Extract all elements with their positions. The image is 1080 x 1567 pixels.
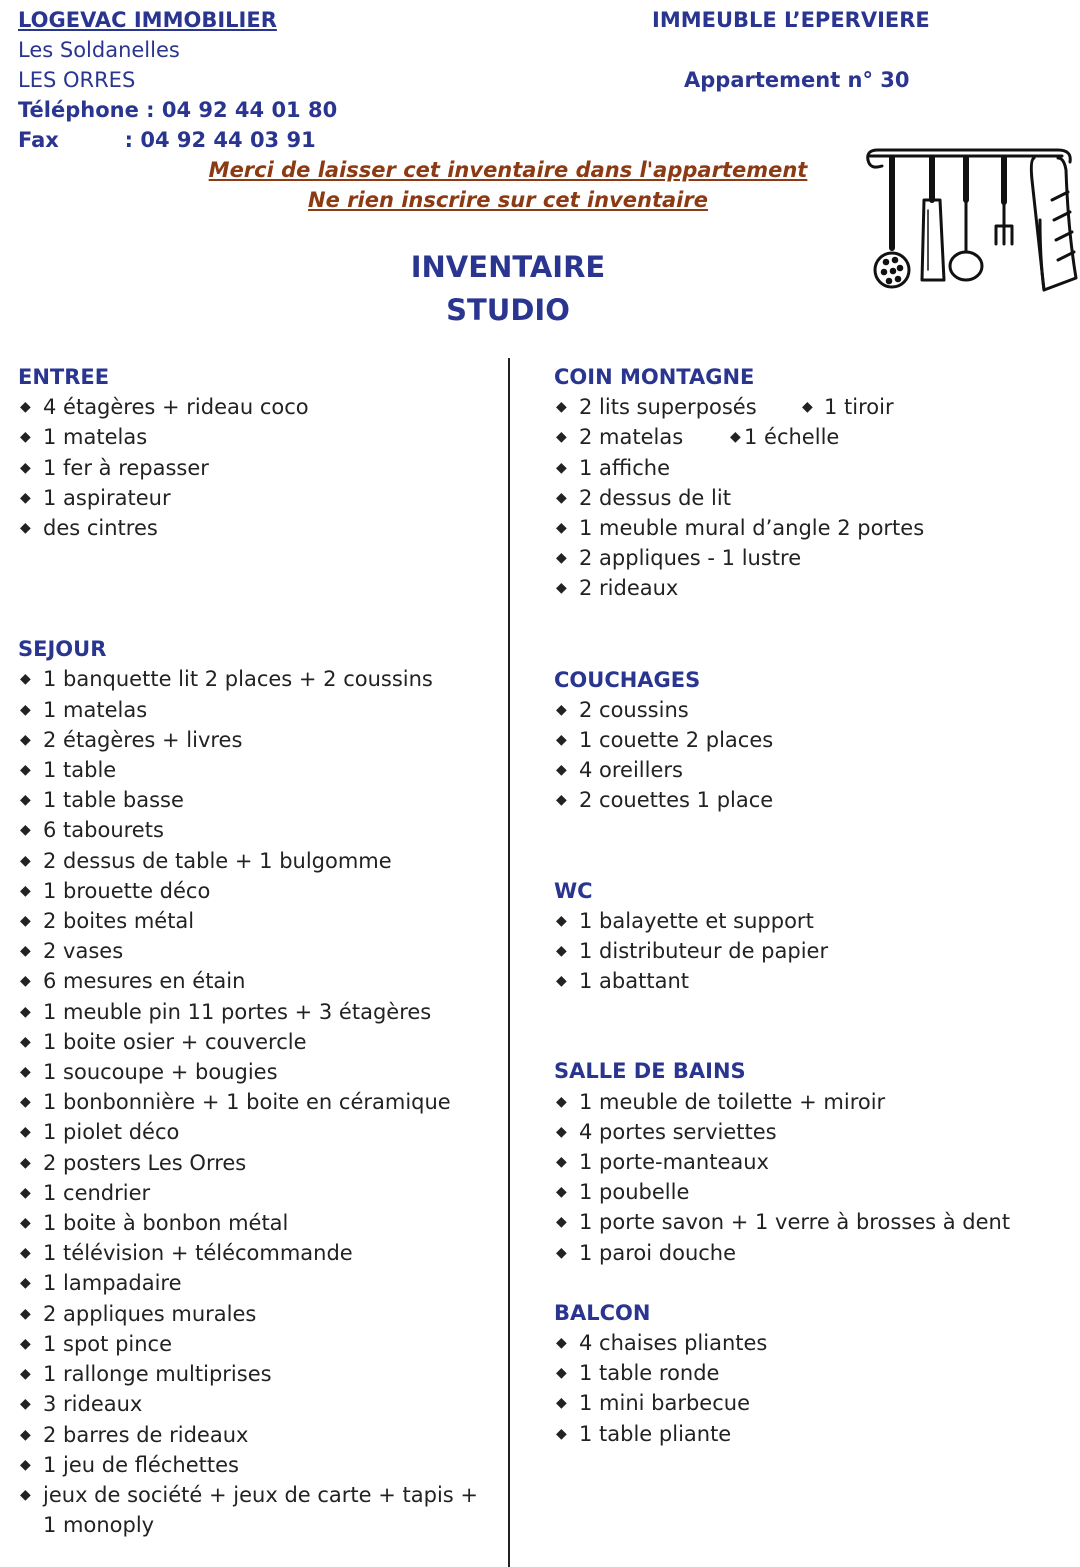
bullet-icon: ◆ [556,1093,567,1110]
list-salle-de-bains [554,1087,1064,1268]
list-item-text: 1 porte-manteaux [579,1150,769,1175]
bullet-icon: ◆ [20,762,31,779]
list-item-tiroir [800,392,894,422]
list-item [18,453,498,483]
list-item [18,1057,498,1087]
list-item [554,1117,1064,1147]
list-item-text: 2 dessus de table + 1 bulgomme [43,848,392,873]
list-item [18,1389,498,1419]
section-title-sejour: SEJOUR [18,637,107,662]
list-item [554,1147,1064,1177]
list-item-text: 1 table ronde [579,1361,720,1386]
list-item-text: 2 appliques - 1 lustre [579,546,802,571]
list-item-text: 2 rideaux [579,576,679,601]
bullet-icon: ◆ [20,1184,31,1201]
notice-keep-inventory: Merci de laisser cet inventaire dans l'appartement [208,158,808,182]
list-item [554,936,1064,966]
bullet-icon: ◆ [556,1154,567,1171]
list-item [18,785,498,815]
bullet-icon: ◆ [20,1094,31,1111]
list-item-text: 2 étagères + livres [43,727,243,752]
list-entree [18,392,498,543]
list-item [18,1178,498,1208]
list-item [554,1087,1064,1117]
section-title-salle-de-bains: SALLE DE BAINS [554,1059,746,1084]
list-item-text: 1 bonbonnière + 1 boite en céramique [43,1090,451,1115]
list-item [18,1148,498,1178]
list-item-text: 1 échelle [744,425,840,449]
list-item-text: 4 oreillers [579,758,683,783]
list-item [554,1419,1064,1449]
bullet-icon: ◆ [20,943,31,960]
town-name: LES ORRES [18,68,136,92]
list-item [18,1208,498,1238]
list-item-text: 1 porte savon + 1 verre à brosses à dent [579,1210,1011,1235]
section-salle-de-bains [554,1056,1064,1267]
list-item [18,1329,498,1359]
list-item [18,1117,498,1147]
list-item [554,725,1064,755]
bullet-icon: ◆ [20,1486,31,1503]
list-item-text: 1 poubelle [579,1180,690,1205]
section-title-couchages: COUCHAGES [554,667,701,692]
notice-do-not-write: Ne rien inscrire sur cet inventaire [308,188,708,212]
list-item [18,513,498,543]
list-item [18,1268,498,1298]
bullet-icon: ◆ [20,852,31,869]
bullet-icon: ◆ [556,1425,567,1442]
list-item [18,392,498,422]
list-item-text: 1 distributeur de papier [579,939,829,964]
bullet-icon: ◆ [20,973,31,990]
list-item-text: 1 banquette lit 2 places + 2 coussins [43,667,433,692]
list-item [18,1359,498,1389]
list-item [554,453,1064,483]
bullet-icon: ◆ [556,1244,567,1261]
list-item-text: 6 tabourets [43,818,164,843]
list-item [554,966,1064,996]
list-item-text: 4 chaises pliantes [579,1331,768,1356]
list-item-text: 1 couette 2 places [579,728,774,753]
list-item-text: 1 fer à repasser [43,455,209,480]
list-item-text: 1 table [43,758,117,783]
list-item-text: 1 paroi douche [579,1240,737,1265]
bullet-icon: ◆ [556,732,567,749]
list-item [554,573,1064,603]
bullet-icon: ◆ [20,1033,31,1050]
bullet-icon: ◆ [20,1124,31,1141]
list-item-text: 1 tiroir [824,395,894,419]
bullet-icon: ◆ [556,429,567,446]
list-item-text: 2 appliques murales [43,1301,257,1326]
list-item [18,846,498,876]
list-item [18,966,498,996]
list-item-text: 1 table pliante [579,1421,732,1446]
bullet-icon: ◆ [20,671,31,688]
list-item [554,695,1064,725]
bullet-icon: ◆ [556,762,567,779]
list-item-text: 6 mesures en étain [43,969,246,994]
list-item [554,1358,1064,1388]
section-sejour [18,634,498,1540]
residence-name: Les Soldanelles [18,38,180,62]
section-title-coin-montagne: COIN MONTAGNE [554,365,755,389]
list-item [18,1450,498,1480]
bullet-icon: ◆ [556,550,567,567]
bullet-icon: ◆ [730,429,741,445]
list-item-text: 3 rideaux [43,1392,143,1417]
list-item-text: 2 vases [43,939,124,964]
bullet-icon: ◆ [20,1396,31,1413]
list-item-text: des cintres [43,516,158,541]
list-item-text: 1 abattant [579,969,689,994]
bullet-icon: ◆ [556,520,567,537]
bullet-icon: ◆ [20,520,31,537]
list-item-text: 2 posters Les Orres [43,1150,247,1175]
list-item [18,815,498,845]
list-couchages [554,695,1064,816]
list-item-text: 1 piolet déco [43,1120,180,1145]
bullet-icon: ◆ [556,1123,567,1140]
list-sejour [18,664,498,1540]
list-item-text: 1 meuble pin 11 portes + 3 étagères [43,999,432,1024]
list-item-text: 4 étagères + rideau coco [43,395,309,420]
section-couchages [554,665,1064,816]
list-item [18,1299,498,1329]
list-item-text: 2 boites métal [43,909,195,934]
bullet-icon: ◆ [20,1335,31,1352]
list-item [18,664,498,694]
bullet-icon: ◆ [20,429,31,446]
bullet-icon: ◆ [20,1215,31,1232]
section-coin-montagne [554,362,1064,604]
left-column [18,362,498,1540]
list-item-text: 1 cendrier [43,1180,151,1205]
bullet-icon: ◆ [20,882,31,899]
list-item-text: 2 lits superposés [579,395,757,420]
list-item [18,1238,498,1268]
column-divider [508,358,510,1567]
bullet-icon: ◆ [20,792,31,809]
apartment-number: Appartement n° 30 [684,68,910,92]
list-item [554,1177,1064,1207]
bullet-icon: ◆ [556,701,567,718]
bullet-icon: ◆ [556,1335,567,1352]
section-balcon [554,1298,1064,1449]
section-title-entree: ENTREE [18,365,110,389]
list-balcon [554,1328,1064,1449]
list-item-text: 1 meuble de toilette + miroir [579,1089,886,1114]
list-item-text: jeux de société + jeux de carte + tapis + 1 monoply [43,1482,479,1538]
list-item [18,1420,498,1450]
section-title-balcon: BALCON [554,1300,651,1325]
page-subtitle: STUDIO [446,293,570,327]
list-item-text: 1 matelas [43,425,148,450]
bullet-icon: ◆ [802,399,813,415]
company-name: LOGEVAC IMMOBILIER [18,8,277,32]
list-item [554,543,1064,573]
list-item-text: 1 spot pince [43,1331,173,1356]
fax-line: Fax : 04 92 44 03 91 [18,128,316,152]
list-item [18,755,498,785]
list-item-text: 1 affiche [579,455,670,480]
list-item [554,513,1064,543]
list-wc [554,906,1064,997]
bullet-icon: ◆ [556,1184,567,1201]
bullet-icon: ◆ [20,1003,31,1020]
list-item-text: 1 aspirateur [43,485,171,510]
list-item [18,483,498,513]
list-item-echelle [728,422,839,452]
list-item [18,422,498,452]
list-item [554,1388,1064,1418]
list-item-text: 1 jeu de fléchettes [43,1452,239,1477]
building-name: IMMEUBLE L’EPERVIERE [652,8,930,32]
bullet-icon: ◆ [20,1245,31,1262]
list-item [554,1207,1064,1237]
list-item [18,997,498,1027]
list-item [18,1027,498,1057]
phone-line: Téléphone : 04 92 44 01 80 [18,98,338,122]
list-item-text: 2 barres de rideaux [43,1422,249,1447]
page-title: INVENTAIRE [410,250,606,284]
list-item-text: 1 balayette et support [579,908,814,933]
list-item-text: 1 table basse [43,788,184,813]
list-item-text: 1 mini barbecue [579,1391,751,1416]
bullet-icon: ◆ [20,701,31,718]
list-item-text: 1 brouette déco [43,878,211,903]
bullet-icon: ◆ [556,912,567,929]
bullet-icon: ◆ [20,822,31,839]
bullet-icon: ◆ [556,973,567,990]
list-item [554,1238,1064,1268]
list-item [18,876,498,906]
list-item-text: 2 matelas [579,425,684,450]
section-wc [554,876,1064,997]
list-item-text: 1 télévision + télécommande [43,1241,353,1266]
list-item-text: 1 boite osier + couvercle [43,1029,307,1054]
list-item-text: 1 soucoupe + bougies [43,1060,278,1085]
list-item-text: 2 coussins [579,697,689,722]
list-item-text: 1 matelas [43,697,148,722]
list-item-text: 1 rallonge multiprises [43,1362,272,1387]
bullet-icon: ◆ [556,1214,567,1231]
list-item-text: 2 dessus de lit [579,485,731,510]
bullet-icon: ◆ [20,1305,31,1322]
bullet-icon: ◆ [20,1275,31,1292]
bullet-icon: ◆ [556,943,567,960]
bullet-icon: ◆ [556,792,567,809]
bullet-icon: ◆ [20,1064,31,1081]
list-item-text: 1 boite à bonbon métal [43,1211,289,1236]
bullet-icon: ◆ [20,459,31,476]
list-item-text: 2 couettes 1 place [579,788,774,813]
list-item [554,755,1064,785]
bullet-icon: ◆ [556,489,567,506]
list-item-text: 4 portes serviettes [579,1119,777,1144]
list-item [554,483,1064,513]
bullet-icon: ◆ [20,1456,31,1473]
bullet-icon: ◆ [20,399,31,416]
bullet-icon: ◆ [20,913,31,930]
bullet-icon: ◆ [556,1365,567,1382]
bullet-icon: ◆ [556,459,567,476]
list-item [18,725,498,755]
list-item [554,906,1064,936]
kitchen-utensils-icon [862,140,1080,300]
list-item-text: 1 lampadaire [43,1271,182,1296]
list-item [18,936,498,966]
bullet-icon: ◆ [556,1395,567,1412]
bullet-icon: ◆ [556,399,567,416]
list-item-text: 1 meuble mural d’angle 2 portes [579,516,925,541]
list-item [554,785,1064,815]
list-item [18,1087,498,1117]
list-item [18,906,498,936]
right-column [554,362,1064,1449]
list-item [554,1328,1064,1358]
section-entree [18,362,498,543]
section-title-wc: WC [554,878,593,903]
bullet-icon: ◆ [20,1154,31,1171]
list-item [18,1480,498,1540]
bullet-icon: ◆ [20,1366,31,1383]
bullet-icon: ◆ [20,731,31,748]
bullet-icon: ◆ [20,489,31,506]
bullet-icon: ◆ [556,580,567,597]
bullet-icon: ◆ [20,1426,31,1443]
list-item [18,695,498,725]
